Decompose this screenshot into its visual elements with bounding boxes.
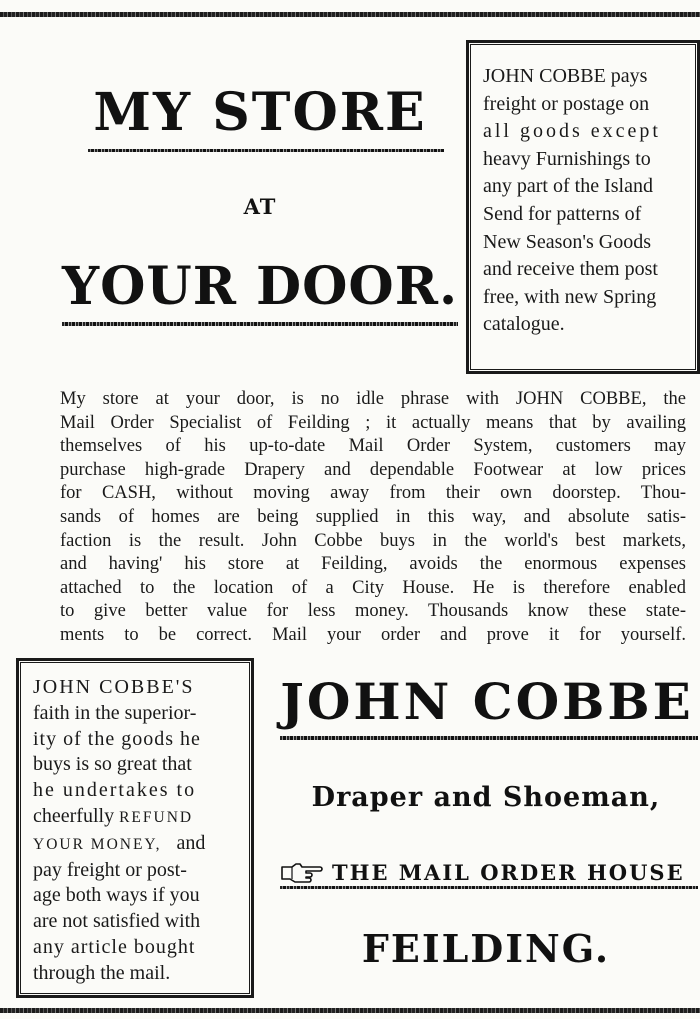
headline-your-door: YOUR DOOR.	[61, 256, 459, 317]
refund-line: he undertakes to	[33, 779, 197, 802]
freight-line: all goods except	[483, 120, 661, 143]
merchant-name-underline	[280, 736, 698, 740]
refund-line-suffix: and	[171, 831, 206, 854]
refund-guarantee-text	[33, 675, 243, 987]
freight-line: any part of the Island	[483, 175, 653, 198]
top-border-rule	[0, 12, 700, 17]
body-line: ments to be correct. Mail your order and prove it for yourself.	[60, 624, 686, 645]
refund-line-prefix: cheerfully	[33, 804, 120, 827]
body-line: to give better value for less money. Thousands know these state-	[60, 601, 686, 622]
refund-line: faith in the superior-	[33, 701, 197, 724]
refund-caps: REFUND	[119, 808, 194, 826]
freight-line: JOHN COBBE pays	[483, 65, 648, 87]
refund-line: any article bought	[33, 935, 196, 958]
body-paragraph	[60, 388, 686, 648]
body-line: purchase high-grade Drapery and dependable Footwear at low prices	[60, 459, 686, 480]
freight-notice-text	[483, 63, 689, 339]
freight-line: and receive them post	[483, 258, 658, 281]
refund-line: ity of the goods he	[33, 727, 201, 750]
mail-order-line	[280, 856, 700, 888]
merchant-name: JOHN COBBE	[280, 672, 694, 731]
refund-line	[33, 831, 243, 858]
headline-at: AT	[243, 194, 277, 219]
body-line: for CASH, without moving away from their own doorstep. Thou-	[60, 483, 686, 504]
body-line: themselves of his up-to-date Mail Order System, customers may	[60, 436, 686, 457]
freight-line: catalogue.	[483, 313, 565, 336]
freight-line: freight or postage on	[483, 92, 650, 115]
body-line: My store at your door, is no idle phrase with JOHN COBBE, the	[60, 389, 686, 409]
bottom-border-rule	[0, 1008, 700, 1013]
refund-line: buys is so great that	[33, 753, 192, 776]
freight-line: Send for patterns of	[483, 202, 642, 225]
freight-notice-box	[466, 40, 700, 374]
refund-line: pay freight or post-	[33, 858, 187, 881]
refund-guarantee-box	[16, 658, 254, 998]
refund-line: are not satisfied with	[33, 910, 201, 933]
refund-caps: YOUR MONEY,	[33, 835, 162, 853]
mail-order-underline	[280, 886, 698, 889]
headline-my-store: MY STORE	[93, 82, 427, 143]
refund-line: JOHN COBBE'S	[33, 676, 195, 698]
freight-line: free, with new Spring	[483, 285, 657, 308]
headline-underline-2	[62, 322, 458, 326]
refund-line: age both ways if you	[33, 884, 200, 907]
freight-line: New Season's Goods	[483, 230, 652, 253]
headline-underline	[88, 149, 444, 152]
body-line: attached to the location of a City House. He is therefore enabled	[60, 577, 686, 598]
refund-line	[33, 804, 243, 831]
body-line: faction is the result. John Cobbe buys in the world's best markets,	[60, 530, 686, 551]
freight-line: heavy Furnishings to	[483, 147, 651, 170]
mail-order-house: THE MAIL ORDER HOUSE	[332, 859, 685, 885]
merchant-town: FEILDING.	[361, 926, 611, 971]
body-line: and having' his store at Feilding, avoids the enormous expenses	[60, 554, 686, 575]
refund-line: through the mail.	[33, 961, 171, 984]
body-line: Mail Order Specialist of Feilding ; it actually means that by availing	[60, 412, 686, 433]
body-line: sands of homes are being supplied in this way, and absolute satis-	[60, 506, 686, 527]
merchant-trade: Draper and Shoeman,	[311, 782, 661, 813]
pointing-hand-icon	[280, 861, 324, 883]
